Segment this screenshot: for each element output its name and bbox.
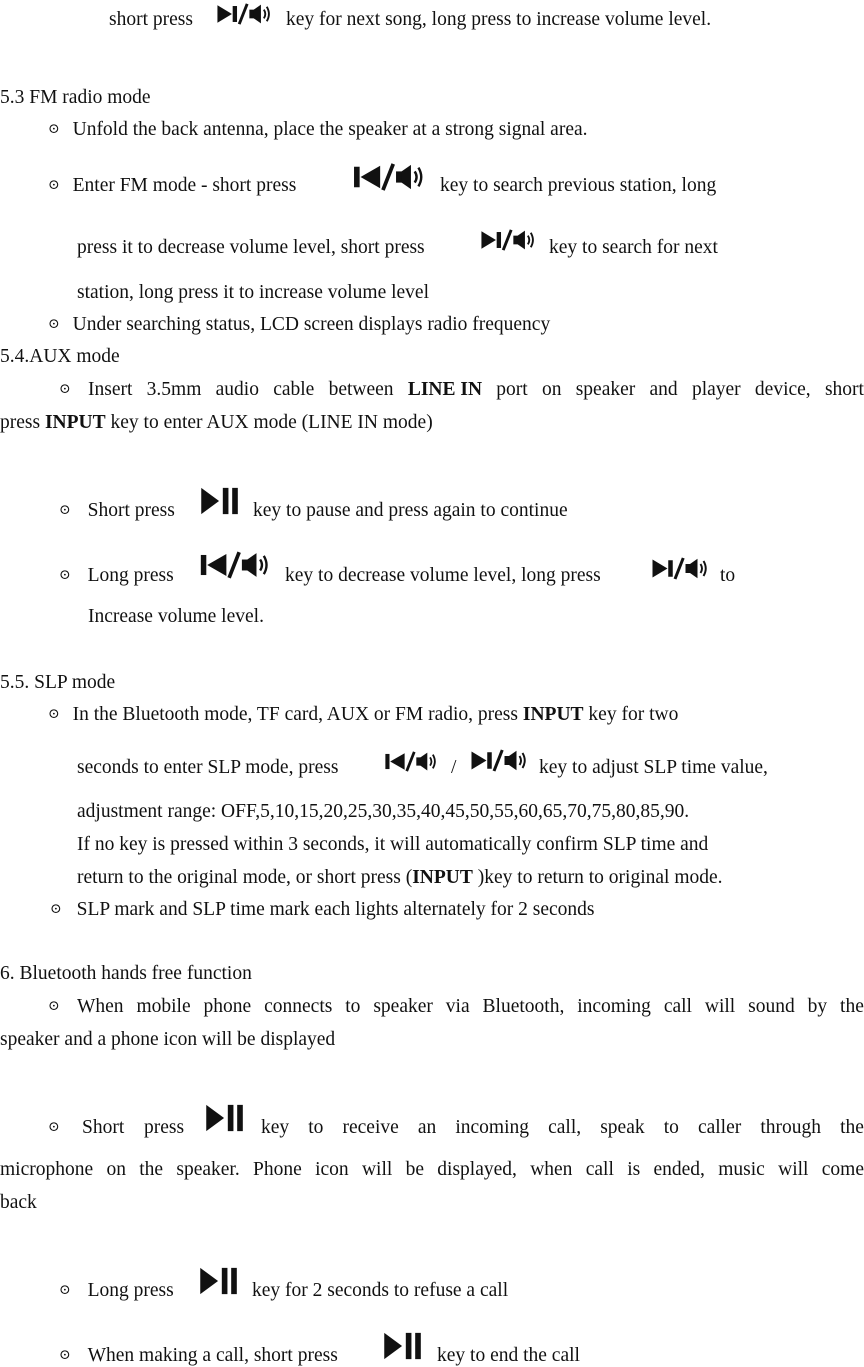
word: speak <box>600 1117 645 1138</box>
word: and <box>649 379 678 400</box>
word: sound <box>748 996 795 1017</box>
word: through <box>760 1117 821 1138</box>
word: when <box>530 1159 573 1180</box>
word: call <box>663 996 692 1017</box>
bullet-icon: ⊙ <box>59 568 71 583</box>
word: connects <box>264 996 333 1017</box>
section-heading-aux: 5.4.AUX mode <box>0 346 120 367</box>
section-heading-slp: 5.5. SLP mode <box>0 672 116 693</box>
aux-bullet-3-text-d: Increase volume level. <box>88 606 264 627</box>
bullet-icon: ⊙ <box>48 178 60 193</box>
bt-bullet-1-marker <box>48 997 60 1017</box>
line1-a: short press <box>109 9 193 30</box>
fm-bullet-1-text: Unfold the back antenna, place the speaker at a strong signal area. <box>72 119 588 140</box>
slp-bullet-2-text: SLP mark and SLP time mark each lights alternately for 2 seconds <box>76 899 595 920</box>
slp-bullet-1-line-h <box>77 868 723 888</box>
slp-bullet-1 <box>48 705 678 725</box>
next-volume-up-icon <box>216 3 274 25</box>
bullet-icon: ⊙ <box>48 707 60 722</box>
word: an <box>417 1117 437 1138</box>
word: 3.5mm <box>146 379 202 400</box>
word: to <box>345 996 361 1017</box>
fm-bullet-2-text-c: press it to decrease volume level, short press <box>77 237 425 258</box>
bt-bullet-2-line2 <box>0 1160 864 1180</box>
word: via <box>445 996 470 1017</box>
word: microphone <box>0 1159 94 1180</box>
word: the <box>840 996 864 1017</box>
word: to <box>663 1117 679 1138</box>
word: ended, <box>653 1159 705 1180</box>
aux-bullet-2 <box>59 501 175 521</box>
slp-bullet-2 <box>50 900 595 920</box>
bullet-icon: ⊙ <box>48 317 60 332</box>
word: short <box>824 379 864 400</box>
text: press <box>0 412 41 433</box>
word: is <box>627 1159 641 1180</box>
fm-bullet-3 <box>48 315 550 335</box>
word: to <box>308 1117 324 1138</box>
bullet-icon: ⊙ <box>48 1120 60 1135</box>
aux-bullet-3-text-c: to <box>720 565 736 586</box>
slp-bullet-1-text-d: seconds to enter SLP mode, press <box>77 757 339 778</box>
word-bold: LINE IN <box>407 379 483 400</box>
aux-bullet-1-line2 <box>0 413 433 433</box>
fm-bullet-2-text-e: station, long press it to increase volume level <box>77 282 429 303</box>
next-volume-up-icon <box>651 557 711 580</box>
word: audio <box>215 379 259 400</box>
bullet-icon: ⊙ <box>48 122 60 137</box>
section-heading-fm: 5.3 FM radio mode <box>0 87 151 108</box>
aux-bullet-2-text-a: Short press <box>87 500 175 521</box>
word: come <box>821 1159 864 1180</box>
word: receive <box>342 1117 399 1138</box>
play-pause-icon <box>200 486 240 516</box>
bullet-icon: ⊙ <box>59 1283 71 1298</box>
aux-bullet-2-text-b: key to pause and press again to continue <box>253 500 568 521</box>
word: call <box>585 1159 614 1180</box>
word: Bluetooth, <box>482 996 565 1017</box>
play-pause-icon <box>383 1331 423 1361</box>
word: icon <box>315 1159 349 1180</box>
input-key-label: INPUT <box>412 867 473 888</box>
next-volume-up-icon <box>480 229 538 251</box>
word: be <box>405 1159 424 1180</box>
word: music <box>718 1159 765 1180</box>
word: will <box>361 1159 393 1180</box>
bt-bullet-3-text-b: key for 2 seconds to refuse a call <box>252 1280 509 1301</box>
bt-bullet-2-marker <box>48 1118 60 1138</box>
bullet-icon: ⊙ <box>59 503 71 518</box>
bt-bullet-4-text-b: key to end the call <box>437 1345 580 1366</box>
fm-bullet-1 <box>48 120 588 140</box>
word: on <box>541 379 562 400</box>
aux-bullet-3 <box>59 566 174 586</box>
word: Phone <box>253 1159 302 1180</box>
play-pause-icon <box>199 1266 239 1296</box>
input-key-label: INPUT <box>44 412 106 433</box>
prev-volume-down-icon <box>352 163 427 191</box>
fm-bullet-2-text-a: Enter FM mode - short press <box>72 175 297 196</box>
word: key <box>261 1117 290 1138</box>
word: device, <box>754 379 811 400</box>
word: player <box>691 379 741 400</box>
word: on <box>106 1159 126 1180</box>
text: return to the original mode, or short press ( <box>77 867 413 888</box>
bullet-icon: ⊙ <box>59 1348 71 1363</box>
bt-bullet-2-line3: back <box>0 1192 37 1213</box>
text: key for two <box>588 704 679 725</box>
fm-bullet-2-text-d: key to search for next <box>549 237 718 258</box>
line1-b: key for next song, long press to increase volume level. <box>286 9 712 30</box>
bt-bullet-2-text-a: Short <box>82 1117 125 1138</box>
word: speaker <box>373 996 433 1017</box>
word: Insert <box>88 379 133 400</box>
aux-bullet-3-text-b: key to decrease volume level, long press <box>285 565 601 586</box>
word: When <box>77 996 124 1017</box>
aux-bullet-1-line1 <box>88 380 864 400</box>
fm-bullet-2 <box>48 176 296 196</box>
word: phone <box>203 996 252 1017</box>
bt-bullet-4-text-a: When making a call, short press <box>87 1345 338 1366</box>
bt-bullet-1-line2: speaker and a phone icon will be displayed <box>0 1029 336 1050</box>
text: In the Bluetooth mode, TF card, AUX or FM radio, press <box>72 704 518 725</box>
bt-bullet-1-line1 <box>77 997 864 1017</box>
aux-bullet-3-text-a: Long press <box>87 565 174 586</box>
fm-bullet-3-text: Under searching status, LCD screen displays radio frequency <box>72 314 551 335</box>
word: mobile <box>136 996 191 1017</box>
word: cable <box>273 379 315 400</box>
slash-separator: / <box>451 757 457 778</box>
bt-bullet-3-text-a: Long press <box>87 1280 174 1301</box>
input-key-label: INPUT <box>522 704 584 725</box>
bt-bullet-3 <box>59 1281 174 1301</box>
word: will <box>704 996 736 1017</box>
prev-volume-down-icon <box>384 751 439 772</box>
bt-bullet-2-line1 <box>261 1118 864 1138</box>
text: key to enter AUX mode (LINE IN mode) <box>110 412 433 433</box>
slp-bullet-1-text-e: key to adjust SLP time value, <box>539 757 768 778</box>
prev-volume-down-icon <box>199 551 272 579</box>
word: speaker <box>575 379 636 400</box>
bullet-icon: ⊙ <box>50 902 62 917</box>
fm-bullet-2-text-b: key to search previous station, long <box>440 175 717 196</box>
word: port <box>496 379 528 400</box>
word: incoming <box>577 996 651 1017</box>
bullet-icon: ⊙ <box>59 382 71 397</box>
word: call, <box>548 1117 582 1138</box>
word: by <box>807 996 828 1017</box>
section-heading-bluetooth: 6. Bluetooth hands free function <box>0 963 252 984</box>
bullet-icon: ⊙ <box>48 999 60 1014</box>
word: displayed, <box>437 1159 517 1180</box>
word: incoming <box>455 1117 530 1138</box>
slp-bullet-1-text-f: adjustment range: OFF,5,10,15,20,25,30,35,40,45,50,55,60,65,70,75,80,85,90. <box>77 801 690 822</box>
word: speaker. <box>176 1159 240 1180</box>
bt-bullet-4 <box>59 1346 338 1366</box>
word: the <box>840 1117 864 1138</box>
play-pause-icon <box>205 1103 245 1133</box>
word: caller <box>697 1117 742 1138</box>
word: the <box>139 1159 164 1180</box>
bt-bullet-2-text-b: press <box>144 1117 185 1138</box>
text: )key to return to original mode. <box>477 867 723 888</box>
word: between <box>328 379 394 400</box>
slp-bullet-1-text-g: If no key is pressed within 3 seconds, it will automatically confirm SLP time and <box>77 834 709 855</box>
word: will <box>778 1159 809 1180</box>
aux-bullet-1-marker <box>59 380 71 400</box>
next-volume-up-icon <box>470 749 530 772</box>
